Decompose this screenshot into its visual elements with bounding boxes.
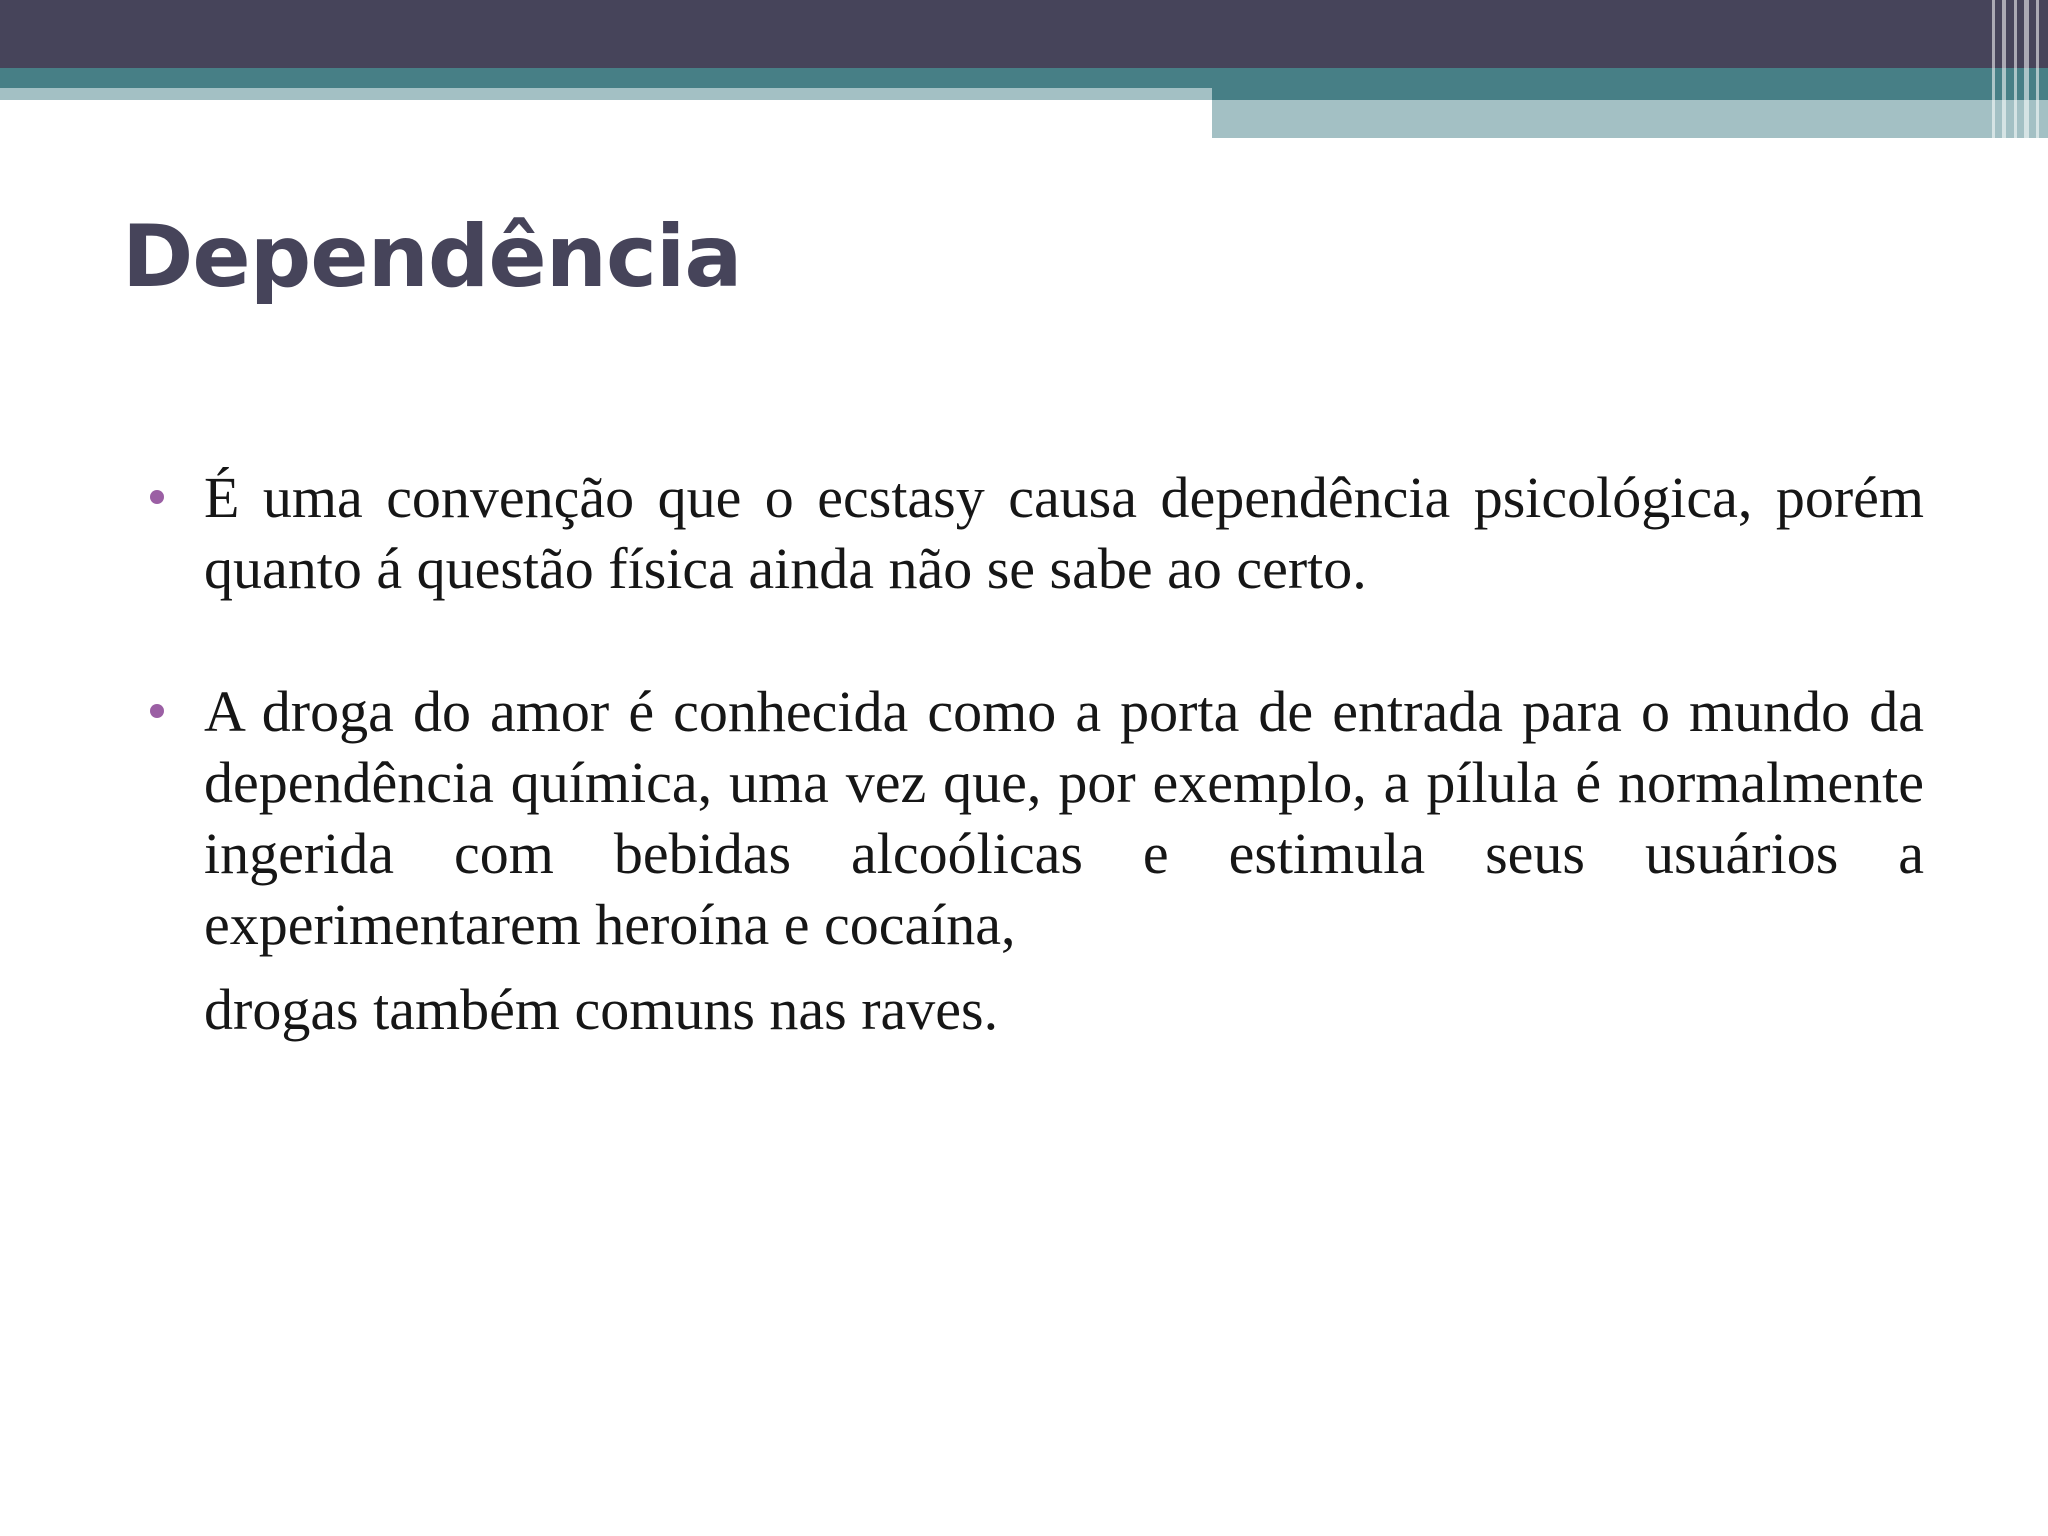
header-band-light-left — [0, 88, 1212, 100]
bullet-text-main: A droga do amor é conhecida como a porta de entrada para o mundo da dependência química, uma vez que, por exemplo, a pílula é normalmente ingerida com bebidas alcoólicas e estimula seus usuários a experimentarem heroína e cocaína, — [204, 679, 1924, 957]
bullet-item — [146, 462, 1924, 604]
bullet-text-last-line: drogas também comuns nas raves. — [204, 977, 999, 1042]
bullet-icon — [150, 490, 164, 504]
bullet-icon — [150, 704, 164, 718]
header-band-dark — [0, 0, 2048, 68]
header-band-light-right — [1212, 100, 2048, 138]
bullet-text — [204, 676, 1924, 1045]
bullet-text: É uma convenção que o ecstasy causa dependência psicológica, porém quanto á questão física ainda não se sabe ao certo. — [204, 465, 1924, 601]
bullet-list — [146, 462, 1924, 1117]
header-band-white-left — [0, 100, 1212, 140]
bullet-item — [146, 676, 1924, 1045]
slide-title: Dependência — [122, 207, 742, 307]
edge-lines-decoration — [1984, 0, 2048, 138]
